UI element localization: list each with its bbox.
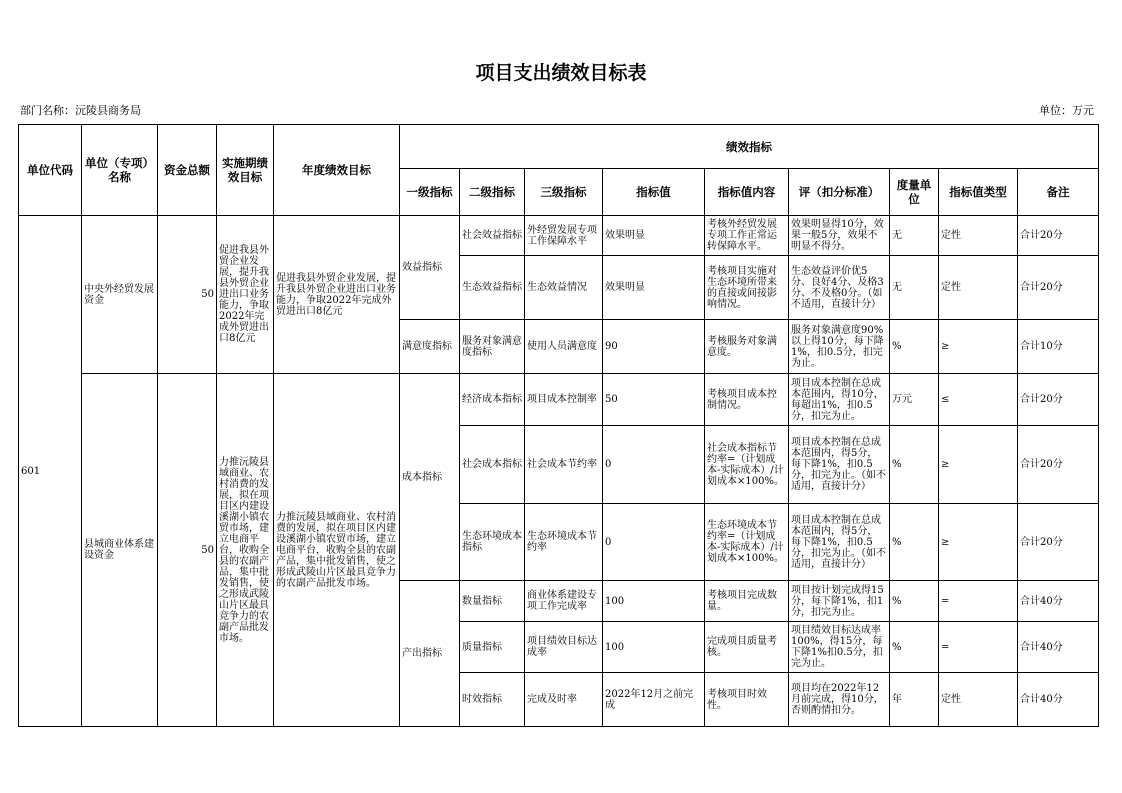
value-cell: 90 xyxy=(603,320,705,374)
level3-cell: 完成及时率 xyxy=(525,673,603,727)
unit-cell: % xyxy=(890,504,939,581)
content-cell: 考核项目实施对生态环境所带来的直接或间接影响情况。 xyxy=(705,256,789,320)
unit-cell: 无 xyxy=(890,216,939,256)
header-row-1 xyxy=(19,125,1099,169)
score-cell: 生态效益评价优5分、良好4分、及格3分、不及格0分。（如不适用，直接计分） xyxy=(789,256,890,320)
score-cell: 项目成本控制在总成本范围内，得10分，每超出1%，扣0.5分，扣完为止。 xyxy=(789,374,890,426)
content-cell: 考核服务对象满意度。 xyxy=(705,320,789,374)
level3-cell: 项目绩效目标达成率 xyxy=(525,622,603,673)
score-cell: 服务对象满意度90%以上得10分，每下降1%，扣0.5分，扣完为止。 xyxy=(789,320,890,374)
type-cell: ≥ xyxy=(939,504,1018,581)
unit-cell: % xyxy=(890,426,939,504)
header-level2: 二级指标 xyxy=(460,169,525,216)
header-value-type: 指标值类型 xyxy=(939,169,1018,216)
value-cell: 50 xyxy=(603,374,705,426)
type-cell: = xyxy=(939,581,1018,622)
level2-cell: 社会成本指标 xyxy=(460,426,525,504)
header-note: 备注 xyxy=(1018,169,1099,216)
score-cell: 项目成本控制在总成本范围内，得5分，每下降1%，扣0.5分，扣完为止。（如不适用，直接计分） xyxy=(789,426,890,504)
unit-cell: % xyxy=(890,320,939,374)
level2-cell: 时效指标 xyxy=(460,673,525,727)
content-cell: 考核项目时效性。 xyxy=(705,673,789,727)
type-cell: ≥ xyxy=(939,426,1018,504)
level3-cell: 使用人员满意度 xyxy=(525,320,603,374)
level3-cell: 外经贸发展专项工作保障水平 xyxy=(525,216,603,256)
level3-cell: 生态环境成本节约率 xyxy=(525,504,603,581)
value-cell: 效果明显 xyxy=(603,216,705,256)
note-cell: 合计20分 xyxy=(1018,374,1099,426)
level3-cell: 生态效益情况 xyxy=(525,256,603,320)
value-cell: 2022年12月之前完成 xyxy=(603,673,705,727)
value-cell: 效果明显 xyxy=(603,256,705,320)
unit-cell: 万元 xyxy=(890,374,939,426)
level1-cell: 满意度指标 xyxy=(400,320,460,374)
note-cell: 合计20分 xyxy=(1018,426,1099,504)
level2-cell: 经济成本指标 xyxy=(460,374,525,426)
type-cell: 定性 xyxy=(939,216,1018,256)
level2-cell: 社会效益指标 xyxy=(460,216,525,256)
project-amount-cell: 50 xyxy=(158,374,217,727)
score-cell: 项目均在2022年12月前完成，得10分，否则酌情扣分。 xyxy=(789,673,890,727)
header-unit-name: 单位（专项）名称 xyxy=(82,125,158,216)
content-cell: 考核项目成本控制情况。 xyxy=(705,374,789,426)
score-cell: 项目绩效目标达成率100%，得15分，每下降1%扣0.5分，扣完为止。 xyxy=(789,622,890,673)
project-amount-cell: 50 xyxy=(158,216,217,374)
table-row xyxy=(19,216,1099,256)
content-cell: 考核外经贸发展专项工作正常运转保障水平。 xyxy=(705,216,789,256)
value-cell: 100 xyxy=(603,581,705,622)
project-name-cell: 县城商业体系建设资金 xyxy=(82,374,158,727)
content-cell: 完成项目质量考核。 xyxy=(705,622,789,673)
unit-cell: % xyxy=(890,622,939,673)
content-cell: 考核项目完成数量。 xyxy=(705,581,789,622)
content-cell: 社会成本指标节约率=（计划成本-实际成本）/计划成本×100%。 xyxy=(705,426,789,504)
value-cell: 0 xyxy=(603,426,705,504)
type-cell: ≥ xyxy=(939,320,1018,374)
level1-cell: 效益指标 xyxy=(400,216,460,320)
header-period-goal: 实施期绩效目标 xyxy=(217,125,274,216)
level2-cell: 生态环境成本指标 xyxy=(460,504,525,581)
header-unit: 度量单位 xyxy=(890,169,939,216)
level2-cell: 生态效益指标 xyxy=(460,256,525,320)
header-indicators: 绩效指标 xyxy=(400,125,1099,169)
project-name-cell: 中央外经贸发展资金 xyxy=(82,216,158,374)
level2-cell: 数量指标 xyxy=(460,581,525,622)
note-cell: 合计20分 xyxy=(1018,504,1099,581)
value-cell: 100 xyxy=(603,622,705,673)
header-scoring: 评（扣分标准） xyxy=(789,169,890,216)
level2-cell: 服务对象满意度指标 xyxy=(460,320,525,374)
unit-cell: % xyxy=(890,581,939,622)
score-cell: 项目按计划完成得15分，每下降1%，扣1分，扣完为止。 xyxy=(789,581,890,622)
performance-target-table xyxy=(18,124,1099,727)
header-unit-code: 单位代码 xyxy=(19,125,82,216)
level3-cell: 商业体系建设专项工作完成率 xyxy=(525,581,603,622)
note-cell: 合计20分 xyxy=(1018,216,1099,256)
header-total-funds: 资金总额 xyxy=(158,125,217,216)
unit-cell: 无 xyxy=(890,256,939,320)
unit-code-cell: 601 xyxy=(19,216,82,727)
note-cell: 合计20分 xyxy=(1018,256,1099,320)
value-cell: 0 xyxy=(603,504,705,581)
level3-cell: 社会成本节约率 xyxy=(525,426,603,504)
annual-goal-cell: 促进我县外贸企业发展，提升我县外贸企业进出口业务能力，争取2022年完成外贸进出口8亿元 xyxy=(274,216,400,374)
currency-unit: 单位：万元 xyxy=(1039,104,1094,117)
unit-cell: 年 xyxy=(890,673,939,727)
header-annual-goal: 年度绩效目标 xyxy=(274,125,400,216)
level1-cell: 成本指标 xyxy=(400,374,460,581)
type-cell: 定性 xyxy=(939,256,1018,320)
note-cell: 合计40分 xyxy=(1018,581,1099,622)
type-cell: 定性 xyxy=(939,673,1018,727)
level1-cell: 产出指标 xyxy=(400,581,460,727)
score-cell: 项目成本控制在总成本范围内，得5分，每下降1%，扣0.5分，扣完为止。（如不适用，直接计分） xyxy=(789,504,890,581)
note-cell: 合计10分 xyxy=(1018,320,1099,374)
score-cell: 效果明显得10分，效果一般5分，效果不明显不得分。 xyxy=(789,216,890,256)
header-value: 指标值 xyxy=(603,169,705,216)
header-level1: 一级指标 xyxy=(400,169,460,216)
table-row xyxy=(19,374,1099,426)
annual-goal-cell: 力推沅陵县域商业、农村消费的发展，拟在项目区内建设溪湖小镇农贸市场，建立电商平台，收购全县的农副产品，集中批发销售，使之形成武陵山片区最具竞争力的农副产品批发市场。 xyxy=(274,374,400,727)
level2-cell: 质量指标 xyxy=(460,622,525,673)
type-cell: ≤ xyxy=(939,374,1018,426)
page-title: 项目支出绩效目标表 xyxy=(475,62,647,84)
level3-cell: 项目成本控制率 xyxy=(525,374,603,426)
header-value-content: 指标值内容 xyxy=(705,169,789,216)
note-cell: 合计40分 xyxy=(1018,673,1099,727)
content-cell: 生态环境成本节约率=（计划成本-实际成本）/计划成本×100%。 xyxy=(705,504,789,581)
type-cell: = xyxy=(939,622,1018,673)
note-cell: 合计40分 xyxy=(1018,622,1099,673)
header-level3: 三级指标 xyxy=(525,169,603,216)
period-goal-cell: 力推沅陵县域商业、农村消费的发展，拟在项目区内建设溪湖小镇农贸市场，建立电商平台，收购全县的农副产品，集中批发销售，使之形成武陵山片区最具竞争力的农副产品批发市场。 xyxy=(217,374,274,727)
period-goal-cell: 促进我县外贸企业发展，提升我县外贸企业进出口业务能力，争取2022年完成外贸进出口8亿元 xyxy=(217,216,274,374)
department-name: 部门名称：沅陵县商务局 xyxy=(20,104,141,117)
